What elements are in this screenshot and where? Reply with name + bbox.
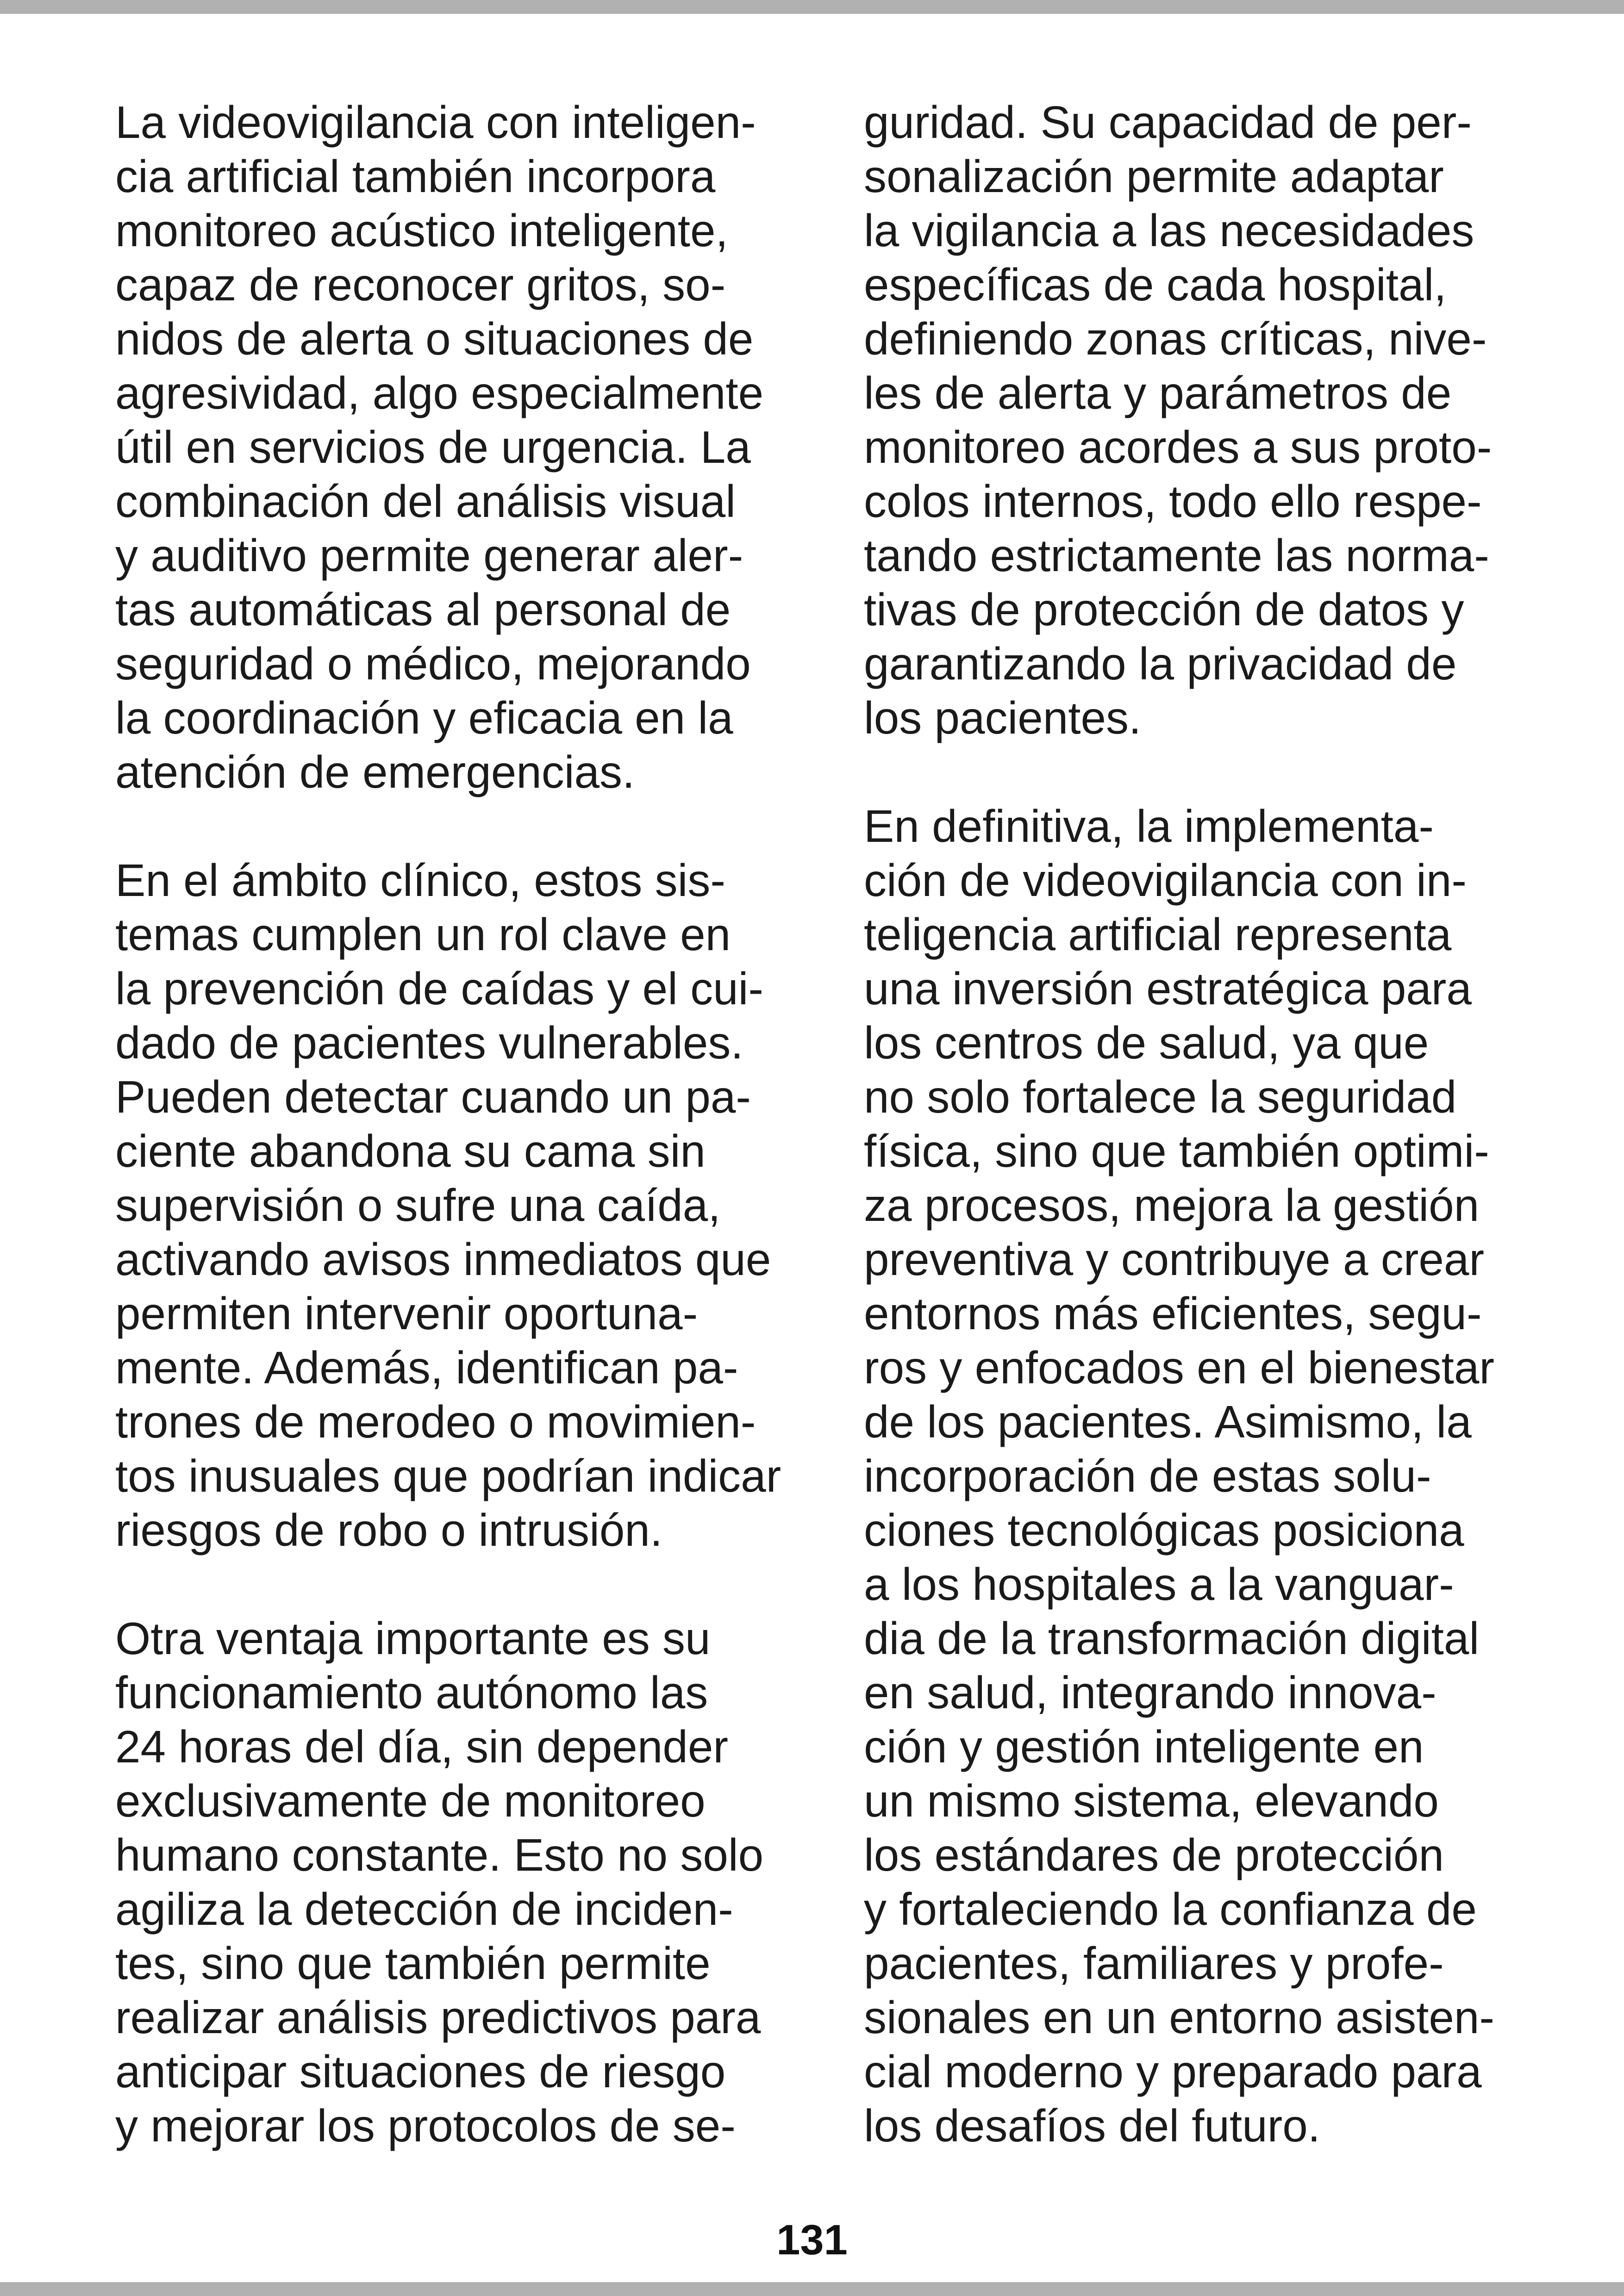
text-line: los centros de salud, ya que <box>864 1017 1429 1068</box>
text-line: realizar análisis predictivos para <box>115 1992 761 2043</box>
text-line: en salud, integrando innova- <box>864 1667 1437 1718</box>
text-line: específicas de cada hospital, <box>864 259 1447 310</box>
text-line: En el ámbito clínico, estos sis- <box>115 855 726 906</box>
text-line: incorporación de estas solu- <box>864 1450 1431 1501</box>
text-line: ciente abandona su cama sin <box>115 1126 706 1176</box>
text-line: supervisión o sufre una caída, <box>115 1180 721 1231</box>
text-line: definiendo zonas críticas, nive- <box>864 313 1487 364</box>
text-line: La videovigilancia con inteligen- <box>115 97 756 148</box>
left-paragraph-1 <box>115 95 800 799</box>
text-line: entornos más eficientes, segu- <box>864 1288 1482 1339</box>
text-line: dia de la transformación digital <box>864 1613 1480 1664</box>
right-paragraph-1 <box>864 95 1549 745</box>
left-paragraph-2 <box>115 853 800 1557</box>
text-line: ción de videovigilancia con in- <box>864 855 1467 906</box>
text-line: atención de emergencias. <box>115 747 635 797</box>
text-line: 24 horas del día, sin depender <box>115 1721 728 1772</box>
text-line: ciones tecnológicas posiciona <box>864 1505 1464 1556</box>
text-line: preventiva y contribuye a crear <box>864 1234 1484 1285</box>
text-line: y mejorar los protocolos de se- <box>115 2100 736 2151</box>
right-paragraph-2 <box>864 799 1549 2153</box>
text-line: riesgos de robo o intrusión. <box>115 1505 663 1556</box>
top-border-bar <box>0 0 1624 14</box>
text-line: sonalización permite adaptar <box>864 151 1444 202</box>
text-line: ros y enfocados en el bienestar <box>864 1342 1494 1393</box>
text-line: no solo fortalece la seguridad <box>864 1071 1457 1122</box>
text-line: ción y gestión inteligente en <box>864 1721 1424 1772</box>
paragraph-gap <box>864 745 1549 799</box>
right-column <box>864 95 1549 2153</box>
text-line: En definitiva, la implementa- <box>864 801 1434 852</box>
text-line: la coordinación y eficacia en la <box>115 692 733 743</box>
text-line: tas automáticas al personal de <box>115 584 731 635</box>
text-line: y fortaleciendo la confianza de <box>864 1884 1477 1935</box>
text-line: útil en servicios de urgencia. La <box>115 422 751 473</box>
text-line: seguridad o médico, mejorando <box>115 638 751 689</box>
text-line: tando estrictamente las norma- <box>864 530 1489 581</box>
text-line: exclusivamente de monitoreo <box>115 1775 706 1826</box>
text-line: la vigilancia a las necesidades <box>864 205 1474 256</box>
text-line: monitoreo acústico inteligente, <box>115 205 728 256</box>
text-line: sionales en un entorno asisten- <box>864 1992 1494 2043</box>
paragraph-gap <box>115 799 800 853</box>
page-number: 131 <box>776 2216 848 2264</box>
text-line: garantizando la privacidad de <box>864 638 1457 689</box>
text-line: la prevención de caídas y el cui- <box>115 963 763 1014</box>
text-line: física, sino que también optimi- <box>864 1126 1489 1176</box>
text-line: Otra ventaja importante es su <box>115 1613 711 1664</box>
text-line: colos internos, todo ello respe- <box>864 476 1482 527</box>
text-line: activando avisos inmediatos que <box>115 1234 771 1285</box>
bottom-border-bar <box>0 2282 1624 2296</box>
text-line: monitoreo acordes a sus proto- <box>864 422 1492 473</box>
text-line: un mismo sistema, elevando <box>864 1775 1439 1826</box>
text-line: una inversión estratégica para <box>864 963 1472 1014</box>
text-line: los pacientes. <box>864 692 1142 743</box>
text-line: agiliza la detección de inciden- <box>115 1884 733 1935</box>
text-line: funcionamiento autónomo las <box>115 1667 708 1718</box>
text-line: permiten intervenir oportuna- <box>115 1288 698 1339</box>
text-line: los desafíos del futuro. <box>864 2100 1321 2151</box>
text-line: anticipar situaciones de riesgo <box>115 2046 726 2097</box>
text-line: guridad. Su capacidad de per- <box>864 97 1472 148</box>
text-line: capaz de reconocer gritos, so- <box>115 259 726 310</box>
text-line: tes, sino que también permite <box>115 1938 711 1989</box>
left-column <box>115 95 800 2153</box>
paragraph-gap <box>115 1557 800 1612</box>
text-line: mente. Además, identifican pa- <box>115 1342 738 1393</box>
text-line: agresividad, algo especialmente <box>115 367 764 418</box>
left-paragraph-3 <box>115 1612 800 2153</box>
text-line: tivas de protección de datos y <box>864 584 1464 635</box>
text-line: a los hospitales a la vanguar- <box>864 1559 1454 1610</box>
text-line: los estándares de protección <box>864 1829 1444 1880</box>
text-line: temas cumplen un rol clave en <box>115 909 731 960</box>
text-line: tos inusuales que podrían indicar <box>115 1450 781 1501</box>
text-line: de los pacientes. Asimismo, la <box>864 1396 1472 1447</box>
text-line: combinación del análisis visual <box>115 476 736 527</box>
text-line: teligencia artificial representa <box>864 909 1452 960</box>
text-line: humano constante. Esto no solo <box>115 1829 764 1880</box>
text-line: Pueden detectar cuando un pa- <box>115 1071 751 1122</box>
text-line: pacientes, familiares y profe- <box>864 1938 1444 1989</box>
text-line: nidos de alerta o situaciones de <box>115 313 754 364</box>
text-line: cia artificial también incorpora <box>115 151 716 202</box>
text-line: y auditivo permite generar aler- <box>115 530 743 581</box>
text-line: trones de merodeo o movimien- <box>115 1396 756 1447</box>
text-line: za procesos, mejora la gestión <box>864 1180 1480 1231</box>
text-line: dado de pacientes vulnerables. <box>115 1017 743 1068</box>
text-line: les de alerta y parámetros de <box>864 367 1452 418</box>
text-line: cial moderno y preparado para <box>864 2046 1482 2097</box>
